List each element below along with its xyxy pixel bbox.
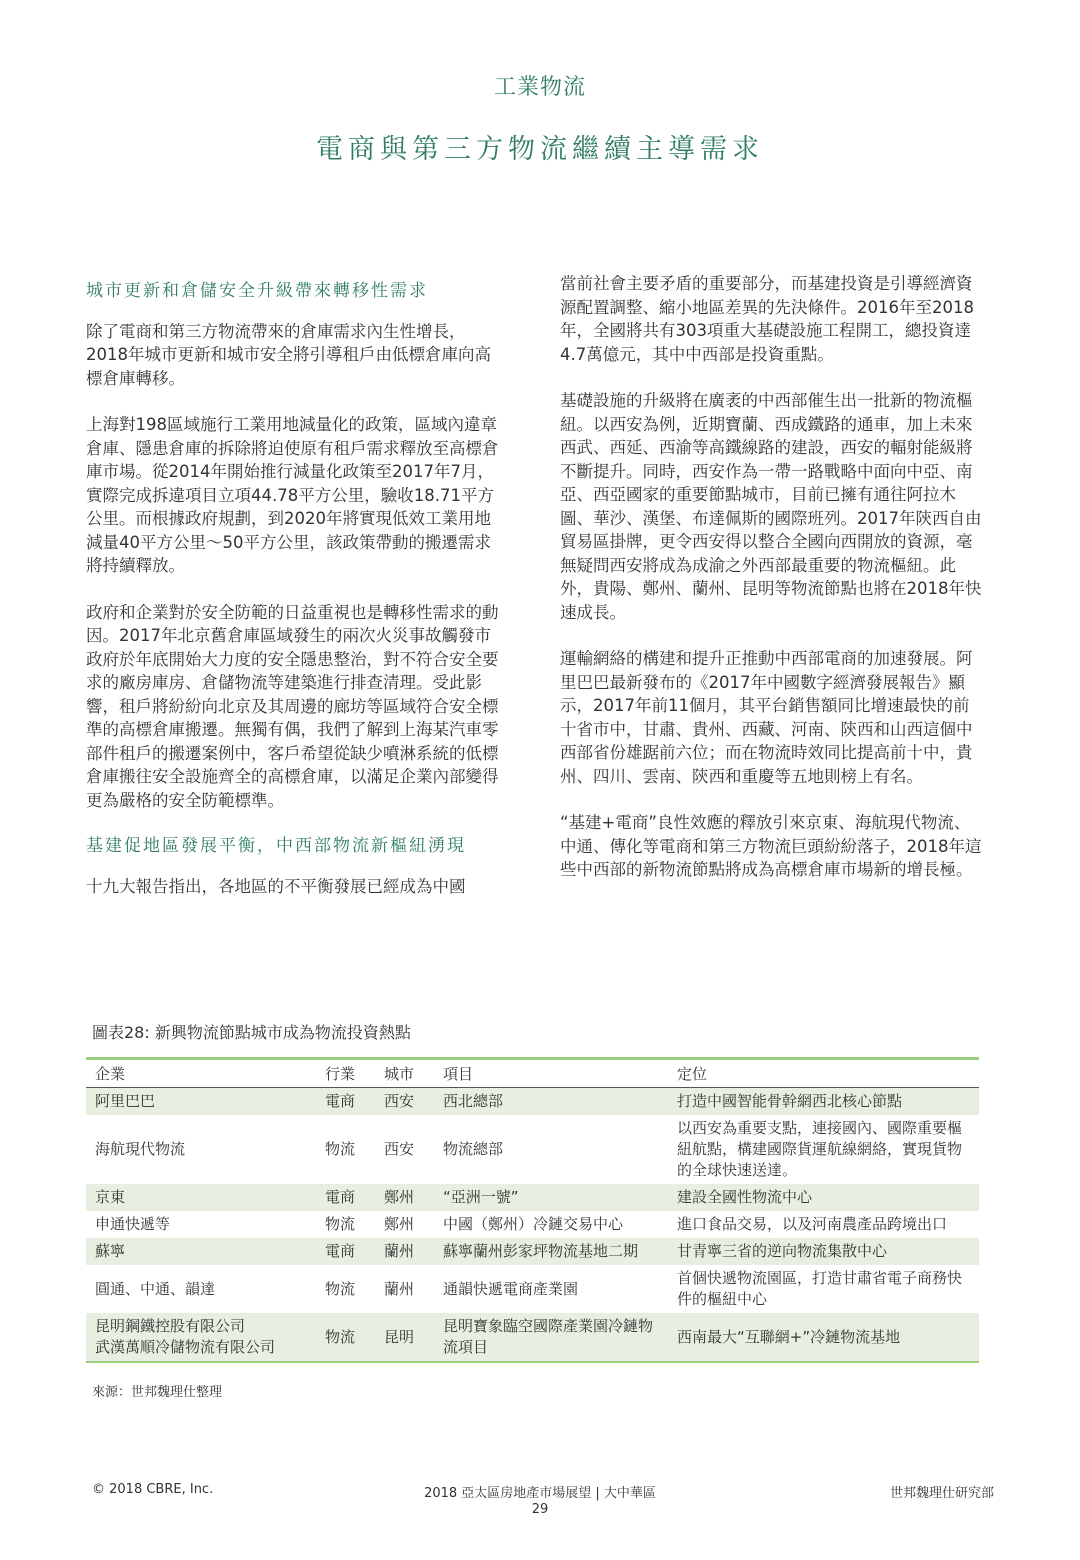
section-tag: 工業物流 xyxy=(493,75,586,100)
footer-department: 世邦魏理仕研究部 xyxy=(889,1486,994,1501)
page-title: 電商與第三方物流繼續主導需求 xyxy=(316,134,764,165)
cell-position: 首個快遞物流園區，打造甘肅省電子商務快件的樞紐中心 xyxy=(677,1269,963,1308)
paragraph: 當前社會主要矛盾的重要部分，而基建投資是引導經濟資源配置調整、縮小地區差異的先決條件。2016年至2018年，全國將共有303項重大基礎設施工程開工，總投資達4.7萬億元，其中中西部是投資重點。 xyxy=(560,274,974,364)
header-city: 城市 xyxy=(375,1059,434,1088)
cell-industry: 物流 xyxy=(316,1313,375,1362)
table-row xyxy=(86,1265,979,1313)
paragraph: 政府和企業對於安全防範的日益重視也是轉移性需求的動因。2017年北京舊倉庫區域發生的兩次火災事故觸發市政府於年底開始大力度的安全隱患整治，對不符合安全要求的廠房庫房、倉儲物流等建築進行排查清理。受此影響，租戶將紛紛向北京及其周邊的廊坊等區域符合安全標準的高標倉庫搬遷。無獨有偶，我們了解到上海某汽車零部件租戶的搬遷案例中，客戶希望從缺少噴淋系統的低標倉庫搬往安全設施齊全的高標倉庫，以滿足企業內部變得更為嚴格的安全防範標準。 xyxy=(86,602,499,810)
subheading-urban-renewal: 城市更新和倉儲安全升級帶來轉移性需求 xyxy=(86,281,428,301)
footer-copyright: © 2018 CBRE, Inc. xyxy=(92,1482,214,1497)
cell-project: “亞洲一號” xyxy=(434,1184,668,1211)
cell-city: 西安 xyxy=(384,1140,415,1158)
right-column xyxy=(560,272,985,905)
cell-company: 海航現代物流 xyxy=(95,1140,186,1158)
cell-industry: 物流 xyxy=(325,1215,356,1233)
cell-industry: 電商 xyxy=(316,1184,375,1211)
cell-company: 昆明鋼鐵控股有限公司 武漢萬順冷儲物流有限公司 xyxy=(86,1313,316,1362)
cell-city: 蘭州 xyxy=(384,1279,415,1298)
table-row xyxy=(86,1184,979,1211)
header-position: 定位 xyxy=(668,1059,979,1088)
cell-position: 甘青寧三省的逆向物流集散中心 xyxy=(668,1238,979,1265)
table-row xyxy=(86,1115,979,1184)
cell-project: 通韻快遞電商產業園 xyxy=(443,1279,579,1298)
cell-position: 以西安為重要支點，連接國內、國際重要樞紐航點，構建國際貨運航線網絡，實現貨物的全球快速送達。 xyxy=(677,1119,963,1179)
footer-publication: 2018 亞太區房地產市場展望 | 大中華區 xyxy=(424,1486,656,1501)
paragraph: 十九大報告指出，各地區的不平衡發展已經成為中國 xyxy=(86,876,466,896)
cell-industry: 物流 xyxy=(325,1279,356,1298)
logistics-table xyxy=(86,1057,979,1363)
header-project: 項目 xyxy=(434,1059,668,1088)
paragraph: 運輸網絡的構建和提升正推動中西部電商的加速發展。阿里巴巴最新發布的《2017年中國數字經濟發展報告》顯示，2017年前11個月，其平台銷售額同比增速最快的前十省市中，甘肅、貴州、西藏、河南、陝西和山西這個中西部省份雄踞前六位；而在物流時效同比提高前十中，貴州、四川、雲南、陝西和重慶等五地則榜上有名。 xyxy=(560,649,973,786)
cell-city: 鄭州 xyxy=(375,1184,434,1211)
cell-city: 鄭州 xyxy=(384,1215,415,1233)
cell-city: 蘭州 xyxy=(375,1238,434,1265)
table-row xyxy=(86,1313,979,1362)
cell-company: 圓通、中通、韻達 xyxy=(95,1279,216,1298)
table-header-row xyxy=(86,1059,979,1088)
cell-city: 西安 xyxy=(375,1088,434,1116)
header-company: 企業 xyxy=(86,1059,316,1088)
table-row xyxy=(86,1211,979,1238)
cell-city: 昆明 xyxy=(375,1313,434,1362)
paragraph: 基礎設施的升級將在廣袤的中西部催生出一批新的物流樞紐。以西安為例，近期寶蘭、西成鐵路的通車，加上未來西武、西延、西渝等高鐵線路的建設，西安的輻射能級將不斷提升。同時，西安作為一帶一路戰略中面向中亞、南亞、西亞國家的重要節點城市，目前已擁有通往阿拉木圖、華沙、漢堡、布達佩斯的國際班列。2017年陝西自由貿易區掛牌，更令西安得以整合全國向西開放的資源，毫無疑問西安將成為成渝之外西部最重要的物流樞紐。此外，貴陽、鄭州、蘭州、昆明等物流節點也將在2018年快速成長。 xyxy=(560,391,982,622)
cell-project: 中國（鄭州）冷鏈交易中心 xyxy=(443,1215,624,1233)
header-industry: 行業 xyxy=(316,1059,375,1088)
cell-project: 西北總部 xyxy=(434,1088,668,1116)
cell-position: 建設全國性物流中心 xyxy=(668,1184,979,1211)
page-number: 29 xyxy=(531,1502,549,1517)
cell-industry: 電商 xyxy=(316,1238,375,1265)
cell-position: 進口食品交易，以及河南農產品跨境出口 xyxy=(677,1215,948,1233)
cell-position: 打造中國智能骨幹網西北核心節點 xyxy=(668,1088,979,1116)
cell-position: 西南最大“互聯網+”冷鏈物流基地 xyxy=(668,1313,979,1362)
cell-company: 蘇寧 xyxy=(86,1238,316,1265)
cell-industry: 電商 xyxy=(316,1088,375,1116)
cell-company: 阿里巴巴 xyxy=(86,1088,316,1116)
paragraph: 上海對198區域施行工業用地減量化的政策，區域內違章倉庫、隱患倉庫的拆除將迫使原有租戶需求釋放至高標倉庫市場。從2014年開始推行減量化政策至2017年7月，實際完成拆違項目立項44.78平方公里，驗收18.71平方公里。而根據政府規劃，到2020年將實現低效工業用地減量40平方公里～50平方公里，該政策帶動的搬遷需求將持續釋放。 xyxy=(86,415,499,575)
table-row xyxy=(86,1238,979,1265)
cell-project: 蘇寧蘭州彭家坪物流基地二期 xyxy=(434,1238,668,1265)
cell-project: 物流總部 xyxy=(443,1140,504,1158)
table-caption: 圖表28: 新興物流節點城市成為物流投資熱點 xyxy=(92,1023,411,1042)
table-source: 來源：世邦魏理仕整理 xyxy=(92,1385,223,1400)
cell-company: 京東 xyxy=(86,1184,316,1211)
subheading-infrastructure: 基建促地區發展平衡，中西部物流新樞紐湧現 xyxy=(86,836,466,856)
cell-industry: 物流 xyxy=(325,1140,356,1158)
cell-company: 申通快遞等 xyxy=(95,1215,171,1233)
paragraph: 除了電商和第三方物流帶來的倉庫需求內生性增長，2018年城市更新和城市安全將引導租戶由低標倉庫向高標倉庫轉移。 xyxy=(86,321,491,388)
left-column xyxy=(86,276,506,921)
paragraph: “基建+電商”良性效應的釋放引來京東、海航現代物流、中通、傳化等電商和第三方物流巨頭紛紛落子，2018年這些中西部的新物流節點將成為高標倉庫市場新的增長極。 xyxy=(560,813,982,879)
table-row xyxy=(86,1088,979,1116)
cell-project: 昆明寶象臨空國際產業園冷鏈物流項目 xyxy=(434,1313,668,1362)
